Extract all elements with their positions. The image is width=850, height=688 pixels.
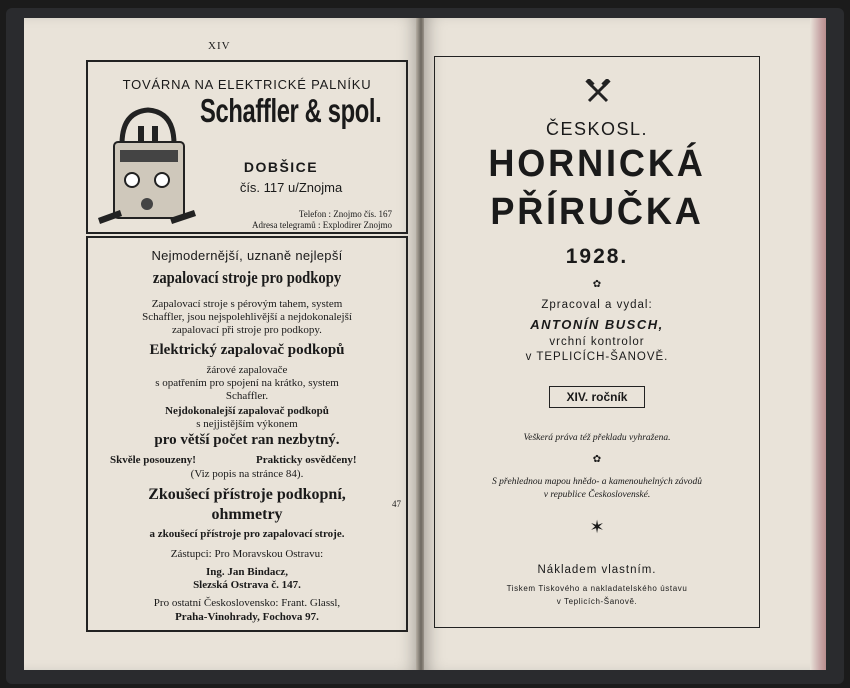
city: DOBŠICE [243,159,319,175]
brand-name: Schaffler & spol. [200,92,382,129]
book-year: 1928. [565,245,629,268]
ad-line: Nejmodernější, uznaně nejlepší [151,248,343,263]
ad-praise: Prakticky osvědčeny! [256,454,357,466]
edition-label: XIV. ročník [549,386,645,408]
advertisement-body [86,236,408,632]
title-page-frame [434,56,760,628]
ad-heading: pro větší počet ran nezbytný. [154,432,340,448]
book-title-line2: PŘÍRUČKA [490,191,704,233]
blasting-machine-illustration [94,92,202,232]
map-note: v republice Československé. [543,490,651,500]
rights-note: Veškerá práva též překladu vyhražena. [523,433,671,443]
title-prefix: ČESKOSL. [545,119,649,139]
telephone: Telefon : Znojmo čís. 167 [298,209,392,219]
printer-place: v Teplicích-Šanově. [556,597,638,606]
address: čís. 117 u/Znojma [239,180,343,195]
ad-heading: ohmmetry [211,506,283,523]
factory-title: TOVÁRNA NA ELEKTRICKÉ PALNÍKU [122,77,372,92]
hammer-and-pick-icon [585,79,611,105]
ad-praise: Skvěle posouzeny! [110,454,196,466]
ad-text: Nejdokonalejší zapalovač podkopů [165,405,329,417]
map-note: S přehlednou mapou hnědo- a kamenouhelných závodů [491,477,702,487]
compiled-by: Zpracoval a vydal: [541,299,653,311]
ad-text: a zkoušecí přístroje pro zapalovací stroje. [149,528,345,540]
margin-number: 47 [392,499,401,509]
printer-line: Tiskem Tiskového a nakladatelského ústavu [506,584,688,593]
ad-text: Zapalovací stroje s pérovým tahem, system [151,298,343,310]
ad-text: Ing. Jan Bindacz, [206,566,288,578]
page-edge [810,18,826,670]
contact-info [252,209,392,231]
ad-text: Schaffler. [225,390,269,402]
flower-ornament-icon: ✿ [592,279,602,290]
ad-heading: Zkoušecí přístroje podkopní, [148,486,346,503]
ad-text: Zástupci: Pro Moravskou Ostravu: [170,548,324,560]
ad-text: (Viz popis na stránce 84). [190,468,304,480]
star-ornament-icon: ✶ [589,517,605,537]
telegram-address: Adresa telegramů : Explodirer Znojmo [252,220,392,230]
ad-heading: zapalovací stroje pro podkopy [152,268,342,287]
ad-text: Pro ostatní Československo: Frant. Glassl, [153,597,341,609]
author-name: ANTONÍN BUSCH, [530,317,664,332]
author-place: v TEPLICÍCH-ŠANOVĚ. [525,351,669,363]
page-number: XIV [208,40,231,52]
ad-text: s opatřením pro spojení na krátko, system [155,377,339,389]
ad-text: Schaffler, jsou nejspolehlivější a nejdokonalejší [142,311,352,323]
advertisement-header [86,60,408,234]
ad-text: Praha-Vinohrady, Fochova 97. [175,611,319,623]
ad-text: s nejjistějším výkonem [196,418,298,430]
book-title-line1: HORNICKÁ [488,143,706,185]
flower-ornament-icon: ✿ [592,454,602,465]
ad-text: Slezská Ostrava č. 147. [193,579,301,591]
ad-heading: Elektrický zapalovač podkopů [149,342,345,358]
ad-text: žárové zapalovače [206,364,288,376]
publisher-line: Nákladem vlastním. [537,564,657,576]
ad-text: zapalovací při stroje pro podkopy. [172,324,322,336]
author-role: vrchní kontrolor [549,336,645,348]
